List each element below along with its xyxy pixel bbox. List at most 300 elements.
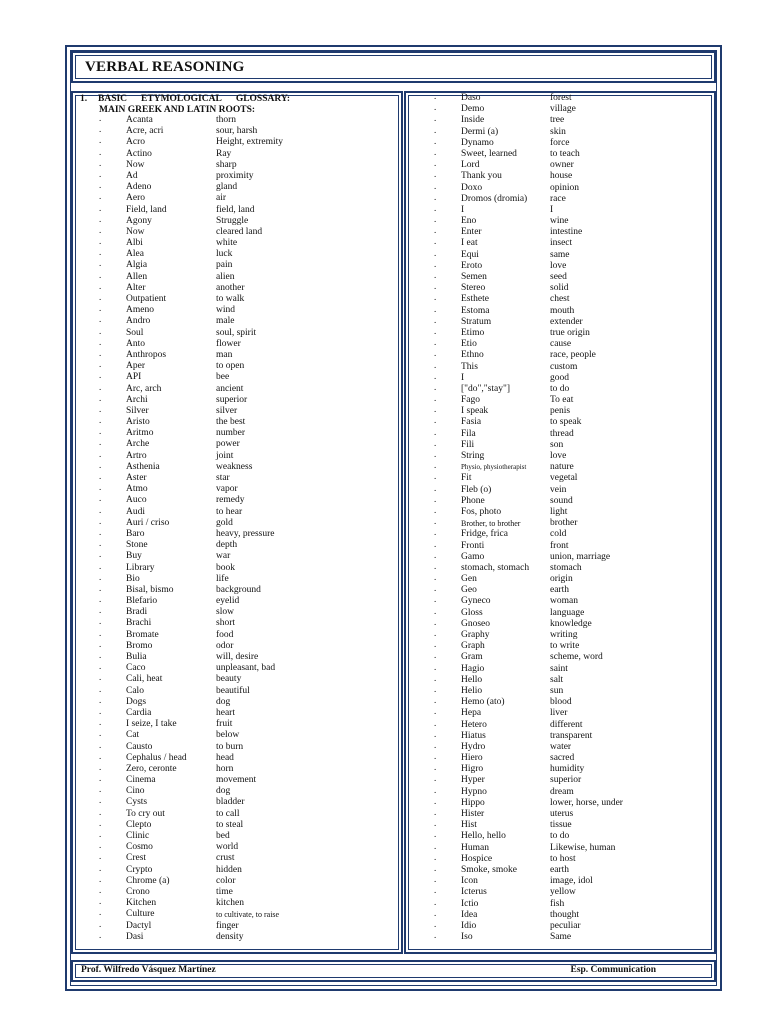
root-term: Dasi bbox=[126, 931, 144, 942]
root-meaning: To eat bbox=[550, 395, 574, 406]
glossary-entry bbox=[99, 224, 399, 238]
root-meaning: salt bbox=[550, 674, 564, 685]
bullet: . bbox=[99, 862, 102, 873]
root-term: Gnoseo bbox=[461, 618, 491, 629]
glossary-entry bbox=[434, 504, 714, 518]
bullet: . bbox=[434, 493, 437, 504]
root-meaning: same bbox=[550, 249, 570, 260]
bullet: . bbox=[99, 504, 102, 515]
root-meaning: uterus bbox=[550, 809, 574, 819]
glossary-entry bbox=[99, 797, 399, 808]
root-meaning: ancient bbox=[216, 383, 244, 394]
root-meaning: race bbox=[550, 193, 566, 204]
root-meaning: superior bbox=[550, 775, 582, 786]
glossary-entry bbox=[434, 93, 714, 104]
root-term: Culture bbox=[126, 909, 155, 920]
root-meaning: vapor bbox=[216, 484, 238, 495]
root-meaning: kitchen bbox=[216, 898, 244, 909]
bullet: . bbox=[434, 918, 437, 929]
bullet: . bbox=[99, 739, 102, 750]
glossary-entry bbox=[99, 325, 399, 339]
root-meaning: love bbox=[550, 260, 567, 271]
root-term: Clinic bbox=[126, 831, 150, 841]
root-term: Dermi (a) bbox=[461, 126, 499, 137]
root-term: Daso bbox=[461, 93, 481, 103]
glossary-entry bbox=[99, 909, 399, 920]
glossary-entry bbox=[434, 180, 714, 194]
bullet: . bbox=[434, 628, 437, 638]
glossary-entry bbox=[99, 448, 399, 462]
root-meaning: dog bbox=[216, 696, 231, 707]
root-meaning: power bbox=[216, 439, 240, 450]
bullet: . bbox=[434, 393, 437, 404]
root-meaning: force bbox=[550, 137, 570, 148]
bullet: . bbox=[434, 784, 437, 795]
root-term: Crypto bbox=[126, 864, 153, 875]
glossary-entry bbox=[434, 661, 714, 675]
glossary-entry bbox=[434, 339, 714, 350]
glossary-entry bbox=[99, 842, 399, 853]
glossary-entry bbox=[99, 428, 399, 439]
root-term: Brother, to brother bbox=[461, 519, 521, 529]
bullet: . bbox=[99, 292, 102, 302]
root-term: I seize, I take bbox=[126, 719, 177, 730]
glossary-entry bbox=[99, 775, 399, 786]
glossary-entry bbox=[434, 370, 714, 384]
glossary-entry bbox=[99, 269, 399, 283]
root-meaning: remedy bbox=[216, 495, 245, 506]
bullet: . bbox=[99, 605, 102, 616]
bullet: . bbox=[434, 337, 437, 348]
root-meaning: yellow bbox=[550, 887, 576, 898]
root-meaning: to hear bbox=[216, 506, 243, 517]
bullet: . bbox=[434, 538, 437, 549]
root-term: Cali, heat bbox=[126, 674, 163, 685]
bullet: . bbox=[99, 661, 102, 672]
root-meaning: background bbox=[216, 584, 261, 595]
root-term: Hiatus bbox=[461, 730, 486, 741]
bullet: . bbox=[99, 896, 102, 907]
root-term: Thank you bbox=[461, 171, 502, 182]
root-meaning: to steal bbox=[216, 819, 244, 830]
glossary-entry bbox=[434, 784, 714, 798]
glossary-entry bbox=[434, 775, 714, 786]
root-meaning: war bbox=[216, 551, 231, 562]
root-term: Fos, photo bbox=[461, 506, 502, 517]
glossary-entry bbox=[434, 258, 714, 272]
bullet: . bbox=[99, 146, 102, 157]
root-meaning: scheme, word bbox=[550, 652, 603, 663]
glossary-entry bbox=[434, 585, 714, 596]
bullet: . bbox=[99, 773, 102, 784]
section-subheading: MAIN GREEK AND LATIN ROOTS: bbox=[99, 105, 256, 115]
root-meaning: Same bbox=[550, 932, 572, 943]
root-meaning: house bbox=[550, 171, 573, 182]
bullet: . bbox=[99, 627, 102, 638]
root-term: Now bbox=[126, 226, 145, 237]
root-meaning: field, land bbox=[216, 204, 255, 215]
bullet: . bbox=[434, 426, 437, 437]
bullet: . bbox=[434, 773, 437, 784]
root-term: Gen bbox=[461, 574, 477, 585]
root-meaning: to host bbox=[550, 853, 576, 864]
root-meaning: thread bbox=[550, 428, 574, 439]
root-term: Adeno bbox=[126, 182, 152, 193]
root-term: Etio bbox=[461, 339, 477, 350]
bullet: . bbox=[99, 180, 102, 191]
root-meaning: tissue bbox=[550, 820, 572, 831]
root-meaning: vegetal bbox=[550, 473, 578, 484]
bullet: . bbox=[434, 907, 437, 918]
bullet: . bbox=[434, 605, 437, 616]
root-term: Fridge, frica bbox=[461, 529, 508, 540]
root-term: Fasia bbox=[461, 417, 482, 428]
root-meaning: male bbox=[216, 316, 235, 327]
root-meaning: finger bbox=[216, 920, 239, 931]
root-term: Hemo (ato) bbox=[461, 697, 505, 708]
bullet: . bbox=[99, 124, 102, 135]
bullet: . bbox=[99, 761, 102, 772]
root-term: Blefario bbox=[126, 596, 158, 607]
glossary-entry bbox=[99, 168, 399, 182]
root-meaning: crust bbox=[216, 853, 235, 864]
root-term: Hello, hello bbox=[461, 831, 506, 842]
root-term: Kitchen bbox=[126, 898, 157, 909]
glossary-entry bbox=[434, 596, 714, 607]
root-meaning: food bbox=[216, 629, 234, 640]
glossary-entry bbox=[434, 359, 714, 373]
glossary-entry bbox=[434, 795, 714, 809]
root-meaning: humidity bbox=[550, 764, 585, 775]
glossary-entry bbox=[99, 884, 399, 898]
root-meaning: transparent bbox=[550, 730, 593, 741]
bullet: . bbox=[434, 616, 437, 627]
bullet: . bbox=[99, 191, 102, 202]
root-meaning: man bbox=[216, 349, 233, 360]
glossary-entry bbox=[434, 840, 714, 854]
glossary-entry bbox=[434, 135, 714, 149]
root-meaning: custom bbox=[550, 361, 578, 372]
bullet: . bbox=[434, 672, 437, 683]
root-meaning: to speak bbox=[550, 417, 582, 428]
root-term: I bbox=[461, 372, 465, 383]
root-term: Clepto bbox=[126, 819, 152, 830]
root-meaning: horn bbox=[216, 763, 234, 774]
root-meaning: depth bbox=[216, 540, 238, 551]
glossary-entry bbox=[99, 674, 399, 685]
heading-word: BASIC bbox=[98, 94, 128, 104]
root-term: Eno bbox=[461, 216, 477, 227]
bullet: . bbox=[434, 169, 437, 180]
root-term: Calo bbox=[126, 685, 144, 696]
root-term: Inside bbox=[461, 115, 485, 126]
root-term: Gamo bbox=[461, 551, 485, 562]
glossary-entry bbox=[99, 347, 399, 361]
root-meaning: proximity bbox=[216, 170, 254, 181]
root-meaning: alien bbox=[216, 271, 235, 282]
glossary-entry bbox=[99, 213, 399, 227]
glossary-entry bbox=[434, 851, 714, 865]
root-meaning: cleared land bbox=[216, 226, 263, 237]
root-meaning: flower bbox=[216, 338, 241, 349]
root-meaning: peculiar bbox=[550, 920, 581, 931]
root-term: Doxo bbox=[461, 182, 483, 193]
root-term: Asthenia bbox=[126, 461, 160, 472]
root-meaning: forest bbox=[550, 93, 572, 103]
root-term: Idea bbox=[461, 909, 478, 920]
root-term: Alter bbox=[126, 282, 146, 293]
glossary-entry bbox=[434, 739, 714, 753]
root-meaning: fruit bbox=[216, 719, 233, 730]
root-meaning: saint bbox=[550, 663, 568, 674]
glossary-entry bbox=[99, 898, 399, 909]
bullet: . bbox=[99, 359, 102, 370]
glossary-entry bbox=[99, 316, 399, 327]
bullet: . bbox=[434, 739, 437, 750]
root-meaning: density bbox=[216, 931, 244, 942]
root-term: Auri / criso bbox=[126, 517, 170, 528]
root-term: I bbox=[461, 204, 465, 215]
left-glossary-list bbox=[99, 115, 399, 943]
bullet: . bbox=[99, 806, 102, 817]
root-meaning: mouth bbox=[550, 305, 575, 316]
root-meaning: Struggle bbox=[216, 215, 249, 226]
root-meaning: sharp bbox=[216, 159, 237, 170]
bullet: . bbox=[99, 918, 102, 929]
glossary-entry bbox=[99, 663, 399, 674]
root-term: Esthete bbox=[461, 294, 489, 305]
glossary-entry bbox=[99, 126, 399, 137]
bullet: . bbox=[99, 381, 102, 392]
glossary-entry bbox=[434, 325, 714, 339]
section-number: 1. bbox=[80, 94, 88, 104]
heading-word: GLOSSARY: bbox=[235, 94, 291, 104]
root-term: Zero, ceronte bbox=[126, 763, 177, 774]
root-meaning: front bbox=[550, 540, 569, 551]
root-meaning: image, idol bbox=[550, 876, 593, 887]
glossary-entry bbox=[99, 238, 399, 249]
bullet: . bbox=[99, 426, 102, 437]
root-meaning: dream bbox=[550, 786, 574, 797]
root-meaning: gold bbox=[216, 517, 233, 528]
bullet: . bbox=[99, 705, 102, 716]
root-meaning: chest bbox=[550, 294, 570, 305]
root-term: Iso bbox=[461, 932, 473, 943]
root-meaning: sun bbox=[550, 685, 564, 696]
bullet: . bbox=[434, 807, 437, 817]
bullet: . bbox=[434, 549, 437, 560]
glossary-entry bbox=[434, 652, 714, 663]
bullet: . bbox=[434, 202, 437, 213]
root-meaning: unpleasant, bad bbox=[216, 663, 276, 674]
footer-author: Prof. Wilfredo Vásquez Martínez bbox=[81, 965, 216, 975]
bullet: . bbox=[434, 135, 437, 146]
glossary-entry bbox=[434, 907, 714, 921]
glossary-entry bbox=[434, 191, 714, 205]
root-term: Hydro bbox=[461, 741, 486, 752]
root-term: Etimo bbox=[461, 327, 485, 338]
root-meaning: language bbox=[550, 607, 585, 618]
glossary-entry bbox=[434, 473, 714, 484]
glossary-entry bbox=[99, 873, 399, 887]
page-title: VERBAL REASONING bbox=[85, 59, 245, 75]
root-term: Hepa bbox=[461, 708, 482, 719]
root-term: Physio, physiotherapist bbox=[461, 463, 527, 472]
root-term: Acro bbox=[126, 137, 145, 148]
bullet: . bbox=[99, 650, 102, 660]
glossary-entry bbox=[99, 515, 399, 529]
glossary-entry bbox=[99, 831, 399, 842]
root-term: Geo bbox=[461, 585, 477, 596]
root-meaning: thorn bbox=[216, 115, 237, 125]
root-meaning: wine bbox=[550, 216, 569, 227]
glossary-entry bbox=[434, 247, 714, 261]
root-term: Hippo bbox=[461, 797, 485, 808]
root-meaning: blood bbox=[550, 697, 572, 708]
root-meaning: color bbox=[216, 875, 236, 886]
root-term: I eat bbox=[461, 238, 478, 249]
root-term: Library bbox=[126, 562, 155, 573]
glossary-entry bbox=[434, 160, 714, 171]
glossary-entry bbox=[434, 462, 714, 473]
glossary-entry bbox=[434, 896, 714, 910]
glossary-entry bbox=[99, 918, 399, 932]
root-meaning: village bbox=[550, 104, 576, 115]
bullet: . bbox=[434, 695, 437, 706]
glossary-entry bbox=[99, 730, 399, 741]
bullet: . bbox=[99, 817, 102, 828]
bullet: . bbox=[99, 247, 102, 258]
glossary-entry bbox=[99, 305, 399, 316]
bullet: . bbox=[99, 370, 102, 381]
root-meaning: to open bbox=[216, 361, 245, 372]
root-term: Stratum bbox=[461, 316, 492, 327]
bullet: . bbox=[99, 403, 102, 414]
root-meaning: brother bbox=[550, 518, 578, 529]
bullet: . bbox=[434, 146, 437, 157]
root-meaning: vein bbox=[550, 484, 567, 495]
root-term: Now bbox=[126, 159, 145, 170]
root-meaning: luck bbox=[216, 249, 233, 260]
root-term: Algia bbox=[126, 260, 148, 271]
bullet: . bbox=[434, 717, 437, 728]
root-term: Smoke, smoke bbox=[461, 864, 517, 875]
root-term: Albi bbox=[126, 238, 143, 249]
bullet: . bbox=[99, 907, 102, 918]
glossary-entry bbox=[99, 652, 399, 663]
bullet: . bbox=[99, 638, 102, 649]
root-term: Baro bbox=[126, 528, 145, 539]
root-meaning: head bbox=[216, 752, 234, 763]
root-term: Dactyl bbox=[126, 920, 152, 931]
bullet: . bbox=[99, 202, 102, 213]
root-meaning: good bbox=[550, 372, 569, 383]
root-term: Buy bbox=[126, 551, 142, 562]
root-meaning: union, marriage bbox=[550, 551, 611, 562]
root-term: Icon bbox=[461, 876, 478, 887]
root-meaning: book bbox=[216, 562, 235, 573]
root-meaning: silver bbox=[216, 405, 238, 416]
root-meaning: stomach bbox=[550, 562, 582, 573]
root-term: Stone bbox=[126, 540, 148, 551]
root-meaning: eyelid bbox=[216, 596, 240, 607]
bullet: . bbox=[434, 527, 437, 538]
root-term: Archi bbox=[126, 394, 148, 405]
glossary-entry bbox=[99, 596, 399, 607]
root-meaning: I bbox=[550, 204, 554, 215]
bullet: . bbox=[99, 448, 102, 459]
bullet: . bbox=[99, 840, 102, 851]
root-term: Bromo bbox=[126, 640, 153, 651]
bullet: . bbox=[434, 325, 437, 336]
root-term: Cardia bbox=[126, 707, 152, 718]
root-meaning: gland bbox=[216, 182, 238, 193]
bullet: . bbox=[434, 829, 437, 840]
glossary-entry bbox=[434, 728, 714, 742]
glossary-entry bbox=[99, 361, 399, 372]
root-meaning: fish bbox=[550, 898, 565, 909]
bullet: . bbox=[434, 594, 437, 605]
glossary-entry bbox=[99, 817, 399, 831]
root-meaning: sacred bbox=[550, 753, 575, 764]
glossary-entry bbox=[434, 560, 714, 574]
glossary-entry bbox=[434, 426, 714, 440]
root-meaning: earth bbox=[550, 864, 569, 875]
root-term: Bradi bbox=[126, 607, 148, 618]
glossary-entry bbox=[434, 238, 714, 249]
root-term: Aristo bbox=[126, 417, 150, 428]
root-term: Brachi bbox=[126, 618, 152, 629]
root-term: ["do","stay"] bbox=[461, 383, 511, 394]
root-term: Ad bbox=[126, 170, 138, 181]
glossary-entry bbox=[99, 249, 399, 260]
root-term: String bbox=[461, 451, 485, 461]
root-term: Fit bbox=[461, 473, 472, 484]
glossary-entry bbox=[434, 272, 714, 283]
root-meaning: cause bbox=[550, 339, 572, 350]
glossary-entry bbox=[434, 697, 714, 708]
bullet: . bbox=[99, 224, 102, 235]
glossary-entry bbox=[99, 146, 399, 160]
bullet: . bbox=[99, 851, 102, 862]
root-term: Chrome (a) bbox=[126, 875, 170, 886]
glossary-entry bbox=[99, 739, 399, 753]
glossary-entry bbox=[434, 932, 714, 943]
glossary-entry bbox=[434, 918, 714, 932]
root-meaning: soul, spirit bbox=[216, 327, 257, 338]
glossary-entry bbox=[434, 124, 714, 138]
bullet: . bbox=[434, 862, 437, 873]
root-term: Cat bbox=[126, 730, 140, 741]
root-term: Icterus bbox=[461, 887, 487, 898]
root-term: Field, land bbox=[126, 204, 167, 215]
glossary-entry bbox=[99, 439, 399, 450]
bullet: . bbox=[434, 896, 437, 907]
glossary-entry bbox=[99, 473, 399, 484]
bullet: . bbox=[434, 158, 437, 169]
bullet: . bbox=[434, 404, 437, 415]
root-term: Human bbox=[461, 842, 489, 853]
bullet: . bbox=[99, 493, 102, 504]
root-term: Hospice bbox=[461, 853, 493, 864]
bullet: . bbox=[434, 639, 437, 650]
bullet: . bbox=[434, 795, 437, 806]
root-term: Aster bbox=[126, 473, 147, 483]
root-term: Anthropos bbox=[126, 349, 167, 360]
root-term: Cysts bbox=[126, 797, 148, 808]
bullet: . bbox=[99, 336, 102, 347]
bullet: . bbox=[434, 191, 437, 202]
